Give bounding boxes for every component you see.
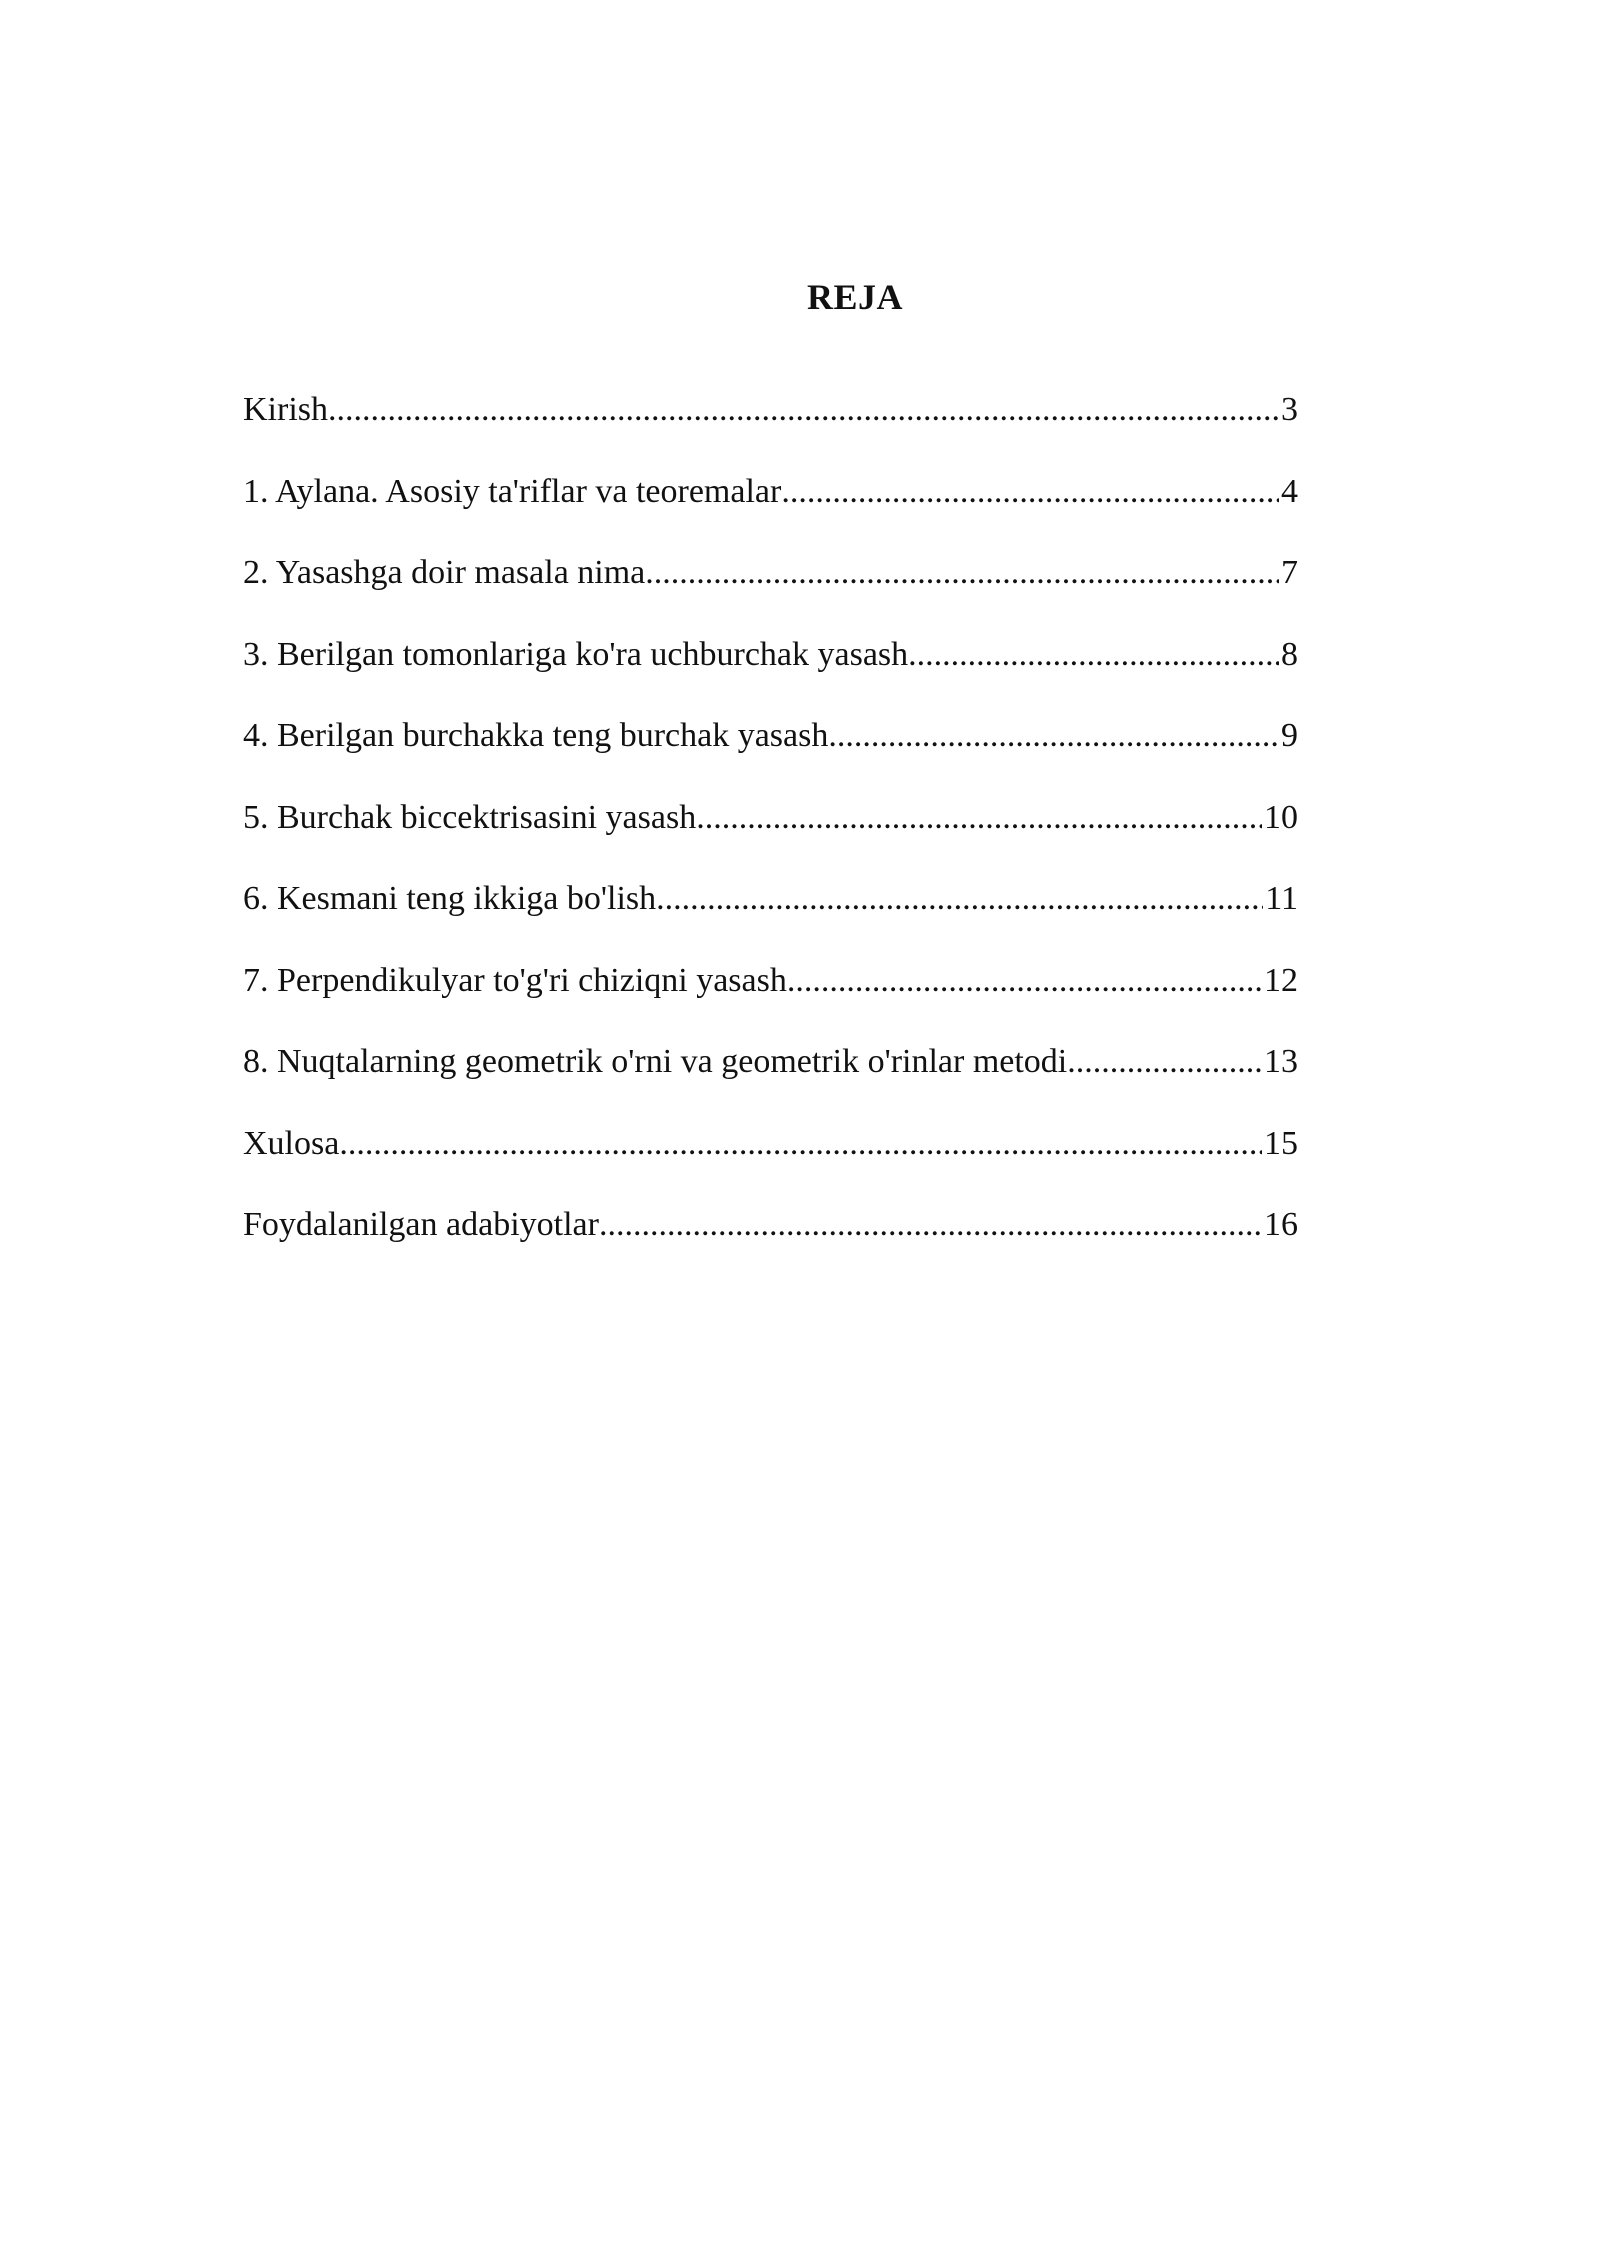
toc-dot-leader — [656, 872, 1263, 926]
toc-dot-leader — [339, 1117, 1262, 1171]
toc-entry-label: 7. Perpendikulyar to'g'ri chiziqni yasash — [243, 961, 787, 999]
toc-dot-leader — [696, 791, 1262, 845]
toc-entry-page: 13 — [1264, 1043, 1298, 1080]
toc-dot-leader — [828, 709, 1279, 763]
toc-entry-label: Foydalanilgan adabiyotlar — [243, 1206, 599, 1243]
toc-entry — [243, 709, 1298, 791]
toc-entry-page: 11 — [1265, 880, 1298, 917]
toc-entry — [243, 1117, 1298, 1199]
toc-dot-leader — [599, 1198, 1262, 1252]
toc-entry — [243, 1035, 1298, 1117]
toc-entry-page: 15 — [1264, 1124, 1298, 1162]
toc-entry-label: 2. Yasashga doir masala nima — [243, 554, 646, 591]
toc-entry-page: 9 — [1281, 717, 1298, 754]
toc-entry-label: 3. Berilgan tomonlariga ko'ra uchburchak yasash — [243, 635, 909, 673]
toc-dot-leader — [328, 383, 1279, 437]
toc-entry-page: 8 — [1281, 635, 1298, 673]
toc-entry — [243, 546, 1298, 628]
toc-entry — [243, 1198, 1298, 1280]
toc-dot-leader — [645, 546, 1279, 600]
toc-entry-page: 3 — [1281, 391, 1298, 428]
toc-entry-label: 6. Kesmani teng ikkiga bo'lish — [243, 880, 657, 917]
toc-dot-leader — [1067, 1035, 1262, 1089]
toc-entry-label: 8. Nuqtalarning geometrik o'rni va geometrik o'rinlar metodi — [243, 1043, 1068, 1080]
toc-entry — [243, 465, 1298, 547]
toc-entry-label: 4. Berilgan burchakka teng burchak yasash — [243, 717, 829, 754]
toc-entry-label: 5. Burchak biccektrisasini yasash — [243, 798, 697, 836]
toc-entry — [243, 872, 1298, 954]
toc-entry-label: Kirish — [243, 391, 328, 428]
toc-entry-page: 16 — [1264, 1206, 1298, 1243]
toc-entry-page: 4 — [1281, 472, 1298, 510]
toc-entry — [243, 954, 1298, 1036]
toc-entry — [243, 628, 1298, 710]
page-title: REJA — [806, 277, 903, 317]
toc-dot-leader — [781, 465, 1279, 519]
toc-entry-page: 7 — [1281, 554, 1298, 591]
toc-entry — [243, 791, 1298, 873]
toc-dot-leader — [787, 954, 1262, 1008]
toc-dot-leader — [908, 628, 1279, 682]
toc-entry — [243, 383, 1298, 465]
table-of-contents — [243, 383, 1298, 1280]
toc-entry-label: 1. Aylana. Asosiy ta'riflar va teoremalar — [243, 472, 782, 510]
toc-entry-page: 10 — [1264, 798, 1298, 836]
toc-entry-page: 12 — [1264, 961, 1298, 999]
toc-entry-label: Xulosa — [243, 1124, 340, 1162]
